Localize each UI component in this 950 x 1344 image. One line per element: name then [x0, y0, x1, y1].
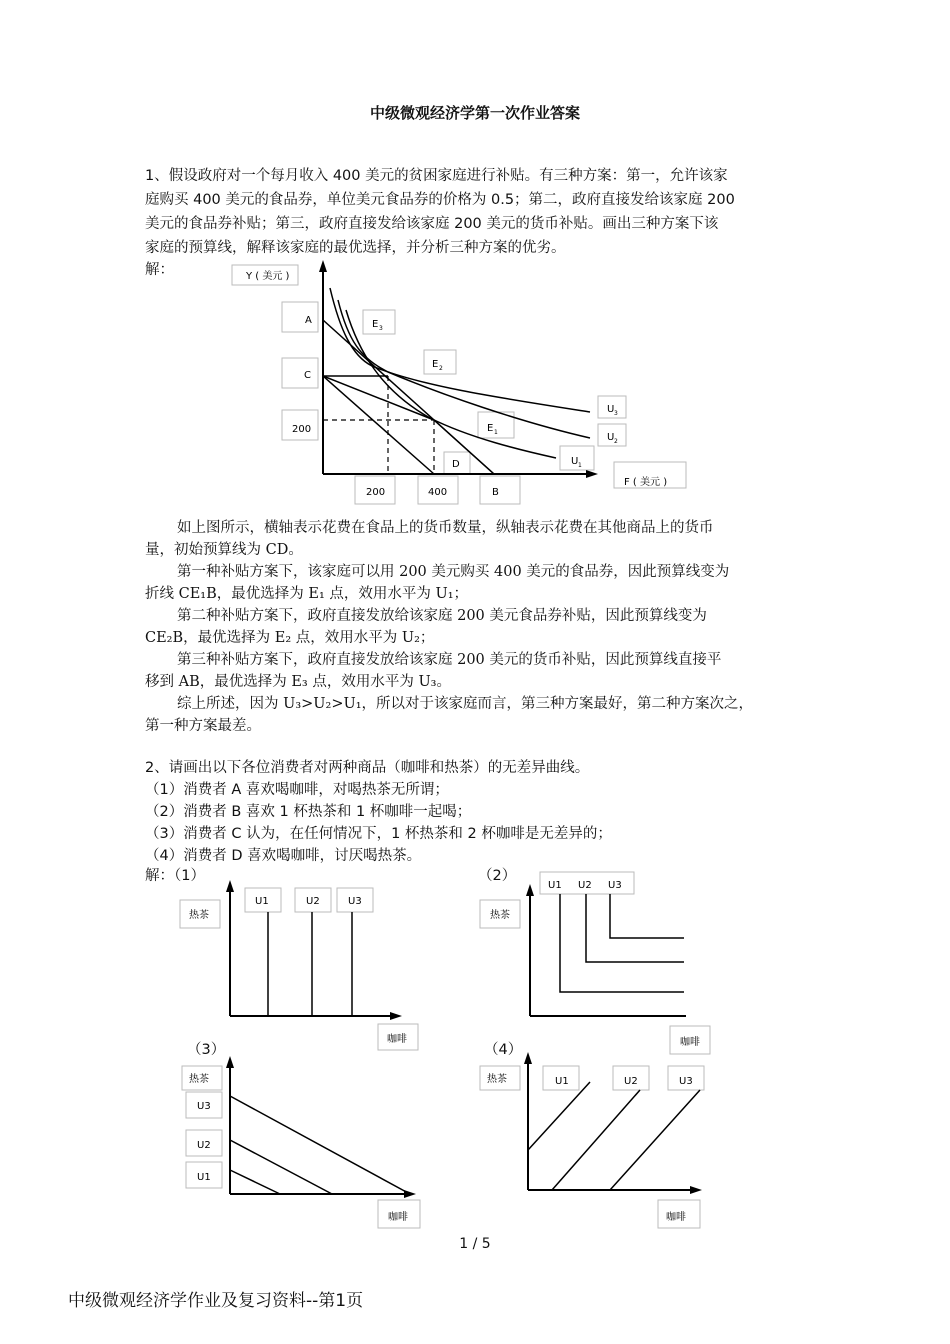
fig3-curve-u3 — [230, 1096, 410, 1194]
q2-line-3: （2）消费者 B 喜欢 1 杯热茶和 1 杯咖啡一起喝； — [145, 804, 472, 820]
y-axis-label: Y ( 美元 ) — [246, 271, 290, 282]
q1-answer-label: 解： — [145, 262, 174, 278]
fig1-y-label: 热茶 — [189, 910, 209, 921]
fig3-u1: U1 — [197, 1172, 211, 1183]
x-axis-label: F ( 美元 ) — [624, 477, 668, 488]
fig3-y-label: 热茶 — [189, 1074, 209, 1085]
label-U3: U — [607, 404, 615, 415]
q2-line-1: 2、请画出以下各位消费者对两种商品（咖啡和热茶）的无差异曲线。 — [145, 760, 590, 776]
fig3-y-arrow — [226, 1056, 234, 1068]
q2-answer-label: 解：（1） — [145, 868, 205, 884]
fig4-curve-u2 — [552, 1090, 640, 1190]
q2-line-4: （3）消费者 C 认为，在任何情况下，1 杯热茶和 2 杯咖啡是无差异的； — [145, 826, 612, 842]
q2-line-2: （1）消费者 A 喜欢喝咖啡，对喝热茶无所谓； — [145, 782, 449, 798]
label-200-x: 200 — [366, 487, 386, 498]
fig1-u1: U1 — [255, 896, 269, 907]
label-U2: U — [607, 432, 615, 443]
fig2-y-arrow — [526, 884, 534, 896]
explain-line-1: 如上图所示，横轴表示花费在食品上的货币数量，纵轴表示花费在其他商品上的货币 — [177, 520, 714, 536]
label-D: D — [452, 459, 460, 470]
fig3-u3: U3 — [197, 1101, 211, 1112]
label-U2-sub: 2 — [614, 438, 618, 445]
label-B: B — [492, 487, 499, 498]
label-U3-sub: 3 — [614, 410, 618, 417]
label-U1-sub: 1 — [578, 462, 582, 469]
q2-line-5: （4）消费者 D 喜欢喝咖啡，讨厌喝热茶。 — [145, 848, 422, 864]
fig4-curve-u3 — [610, 1090, 700, 1190]
label-200-y: 200 — [292, 424, 312, 435]
fig1-x-arrow — [390, 1012, 402, 1020]
label-U1: U — [571, 456, 579, 467]
fig4-u2: U2 — [624, 1076, 638, 1087]
label-E3: E — [372, 319, 379, 330]
explain-line-5: 第二种补贴方案下，政府直接发放给该家庭 200 美元食品券补贴，因此预算线变为 — [177, 608, 707, 624]
fig3-curve-u1 — [230, 1170, 280, 1194]
explain-line-6: CE₂B，最优选择为 E₂ 点，效用水平为 U₂； — [145, 630, 435, 646]
explain-line-3: 第一种补贴方案下，该家庭可以用 200 美元购买 400 美元的食品券，因此预算线变为 — [177, 564, 730, 580]
label-C: C — [304, 370, 311, 381]
label-E1: E — [487, 423, 494, 434]
fig4-curve-u1 — [528, 1082, 590, 1150]
fig2-u3: U3 — [608, 880, 622, 891]
fig1-u3: U3 — [348, 896, 362, 907]
q1-line-2: 庭购买 400 美元的食品券，单位美元食品券的价格为 0.5；第二，政府直接发给该家庭 200 — [145, 192, 735, 208]
fig2-x-label: 咖啡 — [680, 1037, 700, 1048]
fig2-curve-u1 — [560, 894, 684, 992]
fig1-x-label: 咖啡 — [387, 1034, 407, 1045]
explain-line-4: 折线 CE₁B，最优选择为 E₁ 点，效用水平为 U₁； — [145, 586, 469, 602]
fig1-y-arrow — [226, 880, 234, 892]
fig4-y-label: 热茶 — [487, 1074, 507, 1085]
fig2-u2: U2 — [578, 880, 592, 891]
fig4-x-label: 咖啡 — [666, 1212, 686, 1223]
fig4-y-arrow — [524, 1052, 532, 1064]
fig2-y-label: 热茶 — [490, 910, 510, 921]
fig4-x-arrow — [690, 1186, 702, 1194]
fig2-curve-u3 — [610, 894, 684, 938]
fig2-u1: U1 — [548, 880, 562, 891]
page-footer: 中级微观经济学作业及复习资料--第1页 — [68, 1291, 364, 1311]
fig4-label: （4） — [484, 1042, 523, 1058]
fig2-label: （2） — [478, 868, 517, 884]
explain-line-9: 综上所述，因为 U₃>U₂>U₁，所以对于该家庭而言，第三种方案最好，第二种方案次之， — [177, 696, 754, 712]
fig3-label: （3） — [187, 1042, 226, 1058]
explain-line-7: 第三种补贴方案下，政府直接发放给该家庭 200 美元的货币补贴，因此预算线直接平 — [177, 652, 722, 668]
fig3-x-label: 咖啡 — [388, 1212, 408, 1223]
fig3-u2: U2 — [197, 1140, 211, 1151]
label-E2-sub: 2 — [439, 365, 443, 372]
explain-line-10: 第一种方案最差。 — [145, 718, 261, 734]
page-number: 1 / 5 — [459, 1236, 491, 1252]
label-E3-sub: 3 — [379, 325, 383, 332]
label-A: A — [305, 315, 312, 326]
q1-line-3: 美元的食品券补贴；第三，政府直接发给该家庭 200 美元的货币补贴。画出三种方案下该 — [145, 216, 719, 232]
label-400-x: 400 — [428, 487, 448, 498]
label-E2: E — [432, 359, 439, 370]
q1-line-1: 1、假设政府对一个每月收入 400 美元的贫困家庭进行补贴。有三种方案：第一，允许该家 — [145, 168, 728, 184]
fig3-curve-u2 — [230, 1140, 332, 1194]
q1-line-4: 家庭的预算线，解释该家庭的最优选择，并分析三种方案的优劣。 — [145, 240, 566, 256]
fig4-u1: U1 — [555, 1076, 569, 1087]
fig1-u2: U2 — [306, 896, 320, 907]
fig2-curve-u2 — [586, 894, 684, 962]
fig4-u3: U3 — [679, 1076, 693, 1087]
label-E1-sub: 1 — [494, 429, 498, 436]
explain-line-2: 量，初始预算线为 CD。 — [145, 542, 303, 558]
page-title: 中级微观经济学第一次作业答案 — [369, 104, 580, 122]
explain-line-8: 移到 AB，最优选择为 E₃ 点，效用水平为 U₃。 — [145, 674, 451, 690]
